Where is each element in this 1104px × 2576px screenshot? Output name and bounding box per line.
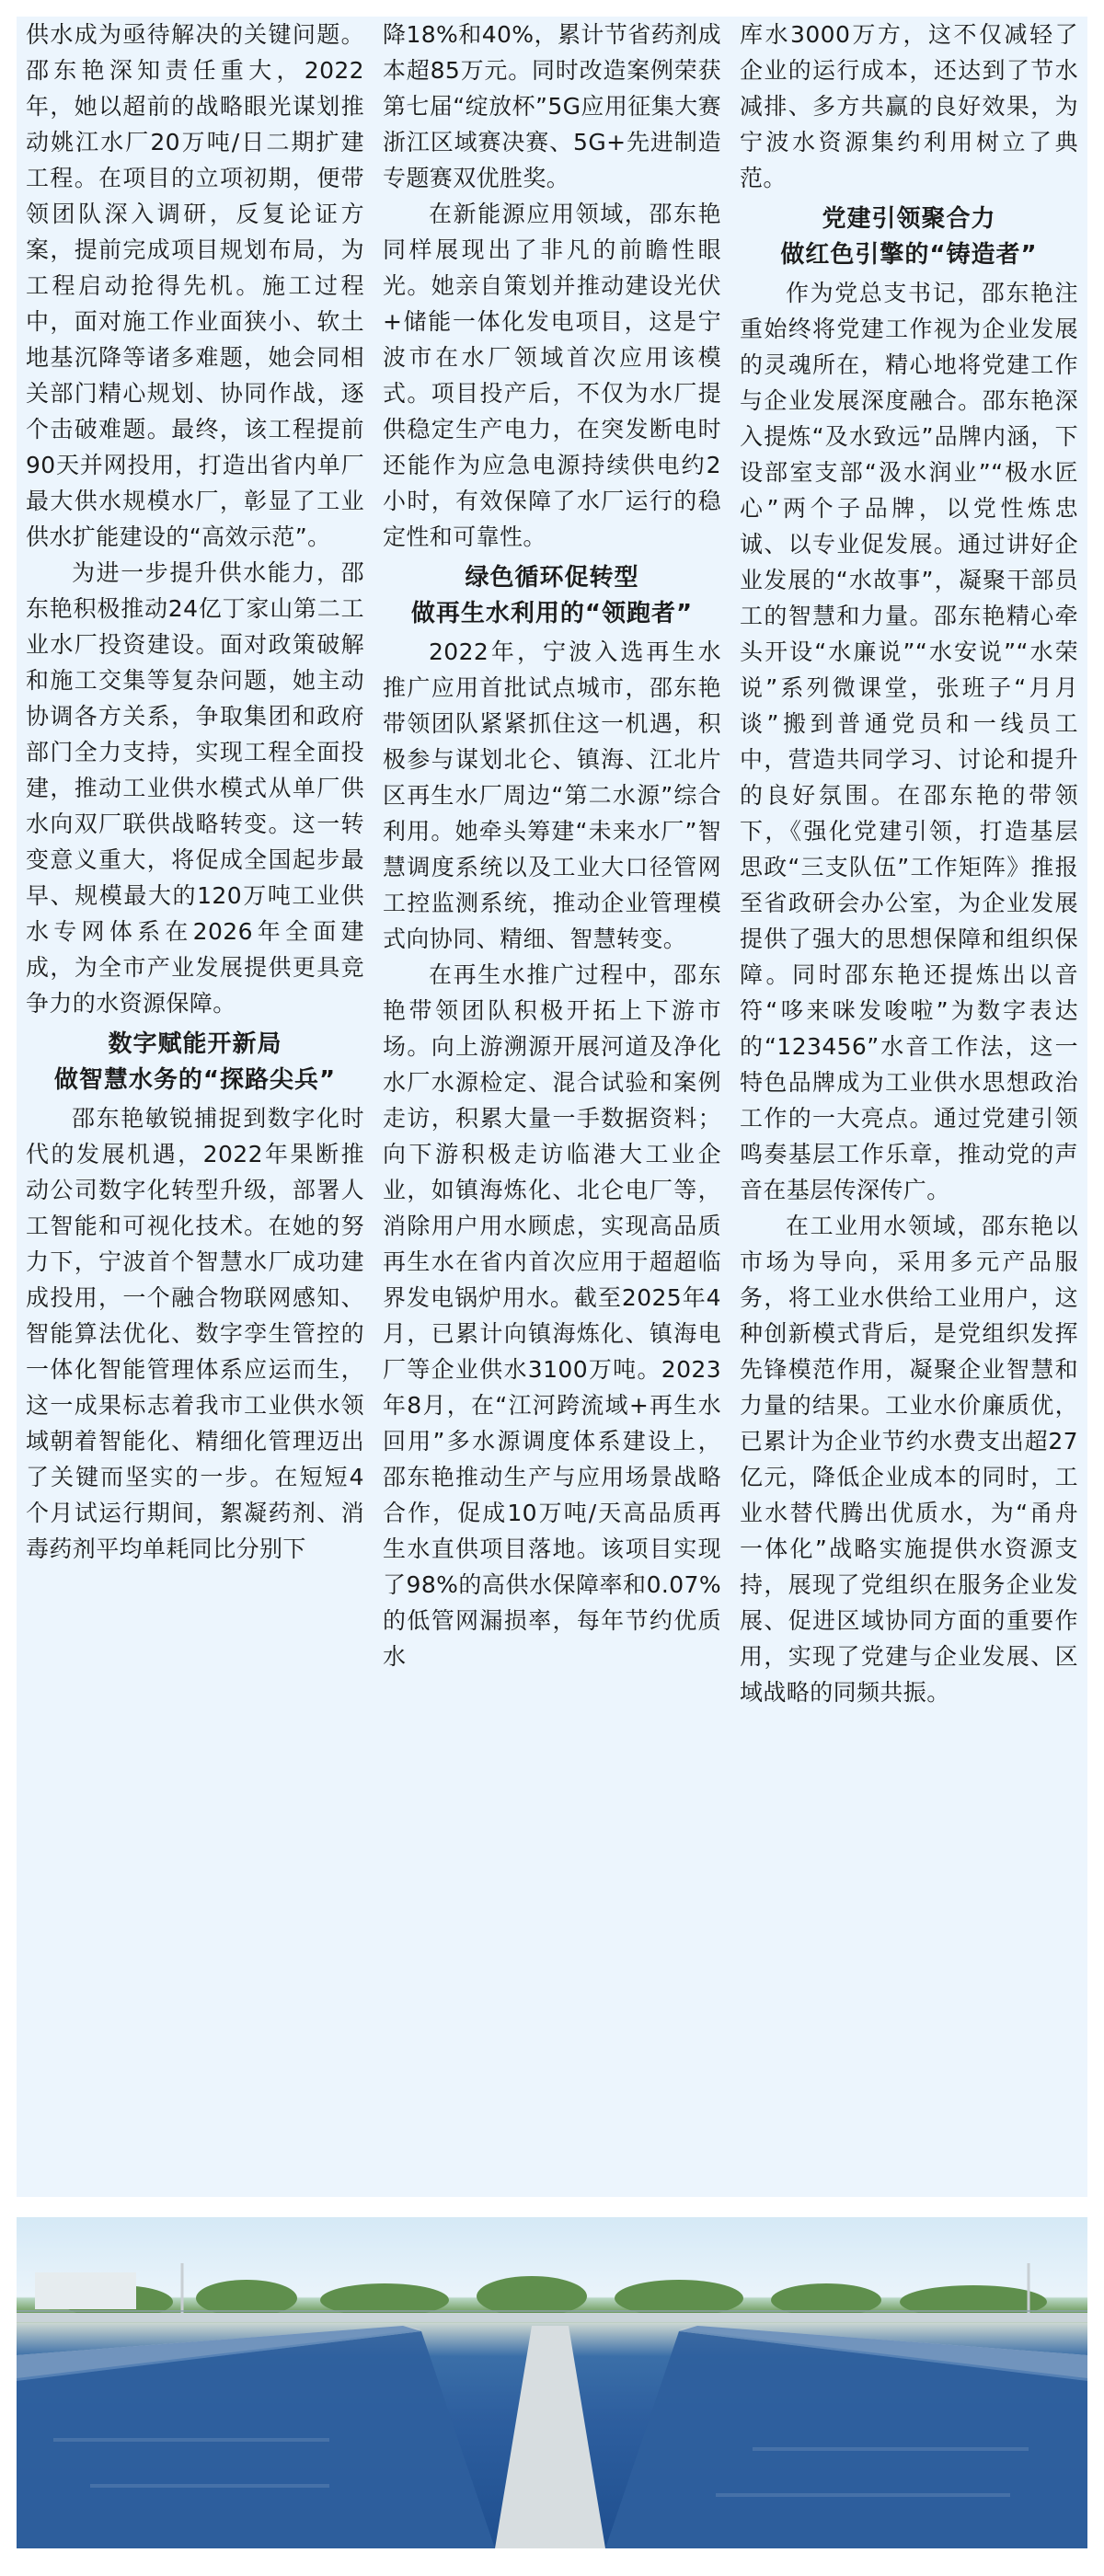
paragraph: 在再生水推广过程中，邵东艳带领团队积极开拓上下游市场。向上游溯源开展河道及净化水厂水源检定、混合试验和案例走访，积累大量一手数据资料；向下游积极走访临港大工业企业，如镇海炼化、北仑电厂等，消除用户用水顾虑，实现高品质再生水在省内首次应用于超超临界发电锅炉用水。截至2025年4月，已累计向镇海炼化、镇海电厂等企业供水3100万吨。2023年8月，在“江河跨流域+再生水回用”多水源调度体系建设上，邵东艳推动生产与应用场景战略合作，促成10万吨/天高品质再生水直供项目落地。该项目实现了98%的高供水保障率和0.07%的低管网漏损率，每年节约优质水 bbox=[383, 961, 721, 1670]
paragraph: 供水成为亟待解决的关键问题。邵东艳深知责任重大，2022年，她以超前的战略眼光谋划推动姚江水厂20万吨/日二期扩建工程。在项目的立项初期，便带领团队深入调研，反复论证方案，提前完成项目规划布局，为工程启动抢得先机。施工过程中，面对施工作业面狭小、软土地基沉降等诸多难题，她会同相关部门精心规划、协同作战，逐个击破难题。最终，该工程提前90天并网投用，打造出省内单厂最大供水规模水厂，彰显了工业供水扩能建设的“高效示范”。 bbox=[26, 21, 364, 550]
paragraph: 在新能源应用领域，邵东艳同样展现出了非凡的前瞻性眼光。她亲自策划并推动建设光伏+储能一体化发电项目，这是宁波市在水厂领域首次应用该模式。项目投产后，不仅为水厂提供稳定生产电力，在突发断电时还能作为应急电源持续供电约2小时，有效保障了水厂运行的稳定性和可靠性。 bbox=[383, 201, 721, 550]
article-column-1 bbox=[17, 17, 374, 2197]
paragraph: 2022年，宁波入选再生水推广应用首批试点城市，邵东艳带领团队紧紧抓住这一机遇，积极参与谋划北仑、镇海、江北片区再生水厂周边“第二水源”综合利用。她牵头筹建“未来水厂”智慧调度系统以及工业大口径管网工控监测系统，推动企业管理模式向协同、精细、智慧转变。 bbox=[383, 638, 721, 952]
paragraph: 在工业用水领域，邵东艳以市场为导向，采用多元产品服务，将工业水供给工业用户，这种创新模式背后，是党组织发挥先锋模范作用，凝聚企业智慧和力量的结果。工业水价廉质优，已累计为企业节约水费支出超27亿元，降低企业成本的同时，工业水替代腾出优质水，为“甬舟一体化”战略实施提供水资源支持，展现了党组织在服务企业发展、促进区域协同方面的重要作用，实现了党建与企业发展、区域战略的同频共振。 bbox=[740, 1213, 1078, 1706]
section-heading-line1: 党建引领聚合力 bbox=[822, 205, 996, 233]
article-columns bbox=[17, 17, 1087, 2197]
water-plant-photo bbox=[17, 2217, 1087, 2548]
section-heading-line2: 做再生水利用的“领跑者” bbox=[410, 600, 694, 627]
paragraph: 为进一步提升供水能力，邵东艳积极推动24亿丁家山第二工业水厂投资建设。面对政策破解和施工交集等复杂问题，她主动协调各方关系，争取集团和政府部门全力支持，实现工程全面投建，推动工业供水模式从单厂供水向双厂联供战略转变。这一转变意义重大，将促成全国起步最早、规模最大的120万吨工业供水专网体系在2026年全面建成，为全市产业发展提供更具竞争力的水资源保障。 bbox=[26, 559, 364, 1017]
paragraph: 作为党总支书记，邵东艳注重始终将党建工作视为企业发展的灵魂所在，精心地将党建工作与企业发展深度融合。邵东艳深入提炼“及水致远”品牌内涵，下设部室支部“汲水润业”“极水匠心”两个子品牌，以党性炼忠诚、以专业促发展。通过讲好企业发展的“水故事”，凝聚干部员工的智慧和力量。邵东艳精心牵头开设“水廉说”“水安说”“水荣说”系列微课堂，张班子“月月谈”搬到普通党员和一线员工中，营造共同学习、讨论和提升的良好氛围。在邵东艳的带领下，《强化党建引领，打造基层思政“三支队伍”工作矩阵》推报至省政研会办公室，为企业发展提供了强大的思想保障和组织保障。同时邵东艳还提炼出以音符“哆来咪发唆啦”为数字表达的“123456”水音工作法，这一特色品牌成为工业供水思想政治工作的一大亮点。通过党建引领鸣奏基层工作乐章，推动党的声音在基层传深传广。 bbox=[740, 280, 1078, 1203]
article-column-3 bbox=[730, 17, 1087, 2197]
section-heading-line2: 做智慧水务的“探路尖兵” bbox=[53, 1066, 337, 1094]
lamp-posts bbox=[182, 2263, 1029, 2318]
section-heading-line1: 数字赋能开新局 bbox=[108, 1030, 282, 1058]
section-heading bbox=[740, 201, 1078, 273]
paragraph: 库水3000万方，这不仅减轻了企业的运行成本，还达到了节水减排、多方共赢的良好效果，为宁波水资源集约利用树立了典范。 bbox=[740, 21, 1078, 191]
section-heading-line1: 绿色循环促转型 bbox=[465, 564, 639, 592]
section-heading bbox=[383, 560, 721, 632]
center-pier bbox=[495, 2326, 605, 2548]
section-heading bbox=[26, 1027, 364, 1098]
building bbox=[35, 2272, 136, 2309]
tree-line bbox=[63, 2276, 1047, 2318]
paragraph: 降18%和40%，累计节省药剂成本超85万元。同时改造案例荣获第七届“绽放杯”5G应用征集大赛浙江区域赛决赛、5G+先进制造专题赛双优胜奖。 bbox=[383, 21, 721, 191]
article-column-2 bbox=[374, 17, 730, 2197]
walkway bbox=[17, 2313, 1087, 2322]
section-heading-line2: 做红色引擎的“铸造者” bbox=[780, 241, 1038, 269]
water-plant-illustration bbox=[17, 2217, 1087, 2548]
paragraph: 邵东艳敏锐捕捉到数字化时代的发展机遇，2022年果断推动公司数字化转型升级，部署人工智能和可视化技术。在她的努力下，宁波首个智慧水厂成功建成投用，一个融合物联网感知、智能算法优化、数字孪生管控的一体化智能管理体系应运而生，这一成果标志着我市工业供水领域朝着智能化、精细化管理迈出了关键而坚实的一步。在短短4个月试运行期间，絮凝药剂、消毒药剂平均单耗同比分别下 bbox=[26, 1105, 364, 1562]
